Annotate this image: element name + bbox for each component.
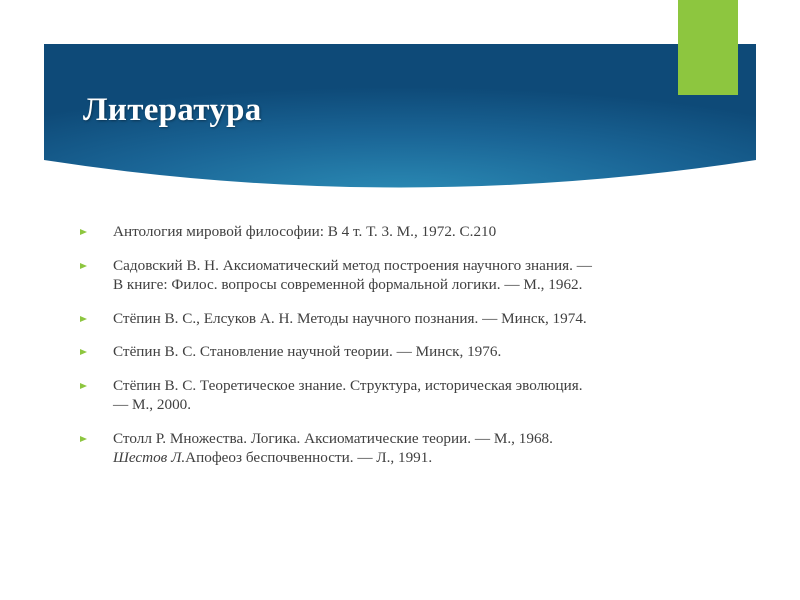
accent-bar xyxy=(678,0,738,95)
arrow-bullet-icon xyxy=(80,436,87,442)
bibliography-list xyxy=(80,222,600,482)
list-item xyxy=(80,222,600,242)
slide-title: Литература xyxy=(83,92,262,128)
list-item xyxy=(80,309,600,329)
arrow-bullet-icon xyxy=(80,263,87,269)
list-item xyxy=(80,376,600,415)
list-item-text: Садовский В. Н. Аксиоматический метод построения научного знания. — В книге: Филос. вопросы современной формальной логики. — М., 1962. xyxy=(113,256,592,293)
list-item xyxy=(80,256,600,295)
arrow-bullet-icon xyxy=(80,229,87,235)
list-item-text: Антология мировой философии: В 4 т. Т. 3. М., 1972. С.210 xyxy=(113,223,497,240)
list-item-italic-author: Шестов Л. xyxy=(113,449,186,466)
list-item-text: Стёпин В. С. Становление научной теории. — Минск, 1976. xyxy=(113,343,502,360)
list-item xyxy=(80,429,600,468)
list-item-text-after: Апофеоз беспочвенности. — Л., 1991. xyxy=(185,449,433,466)
arrow-bullet-icon xyxy=(80,383,87,389)
list-item xyxy=(80,342,600,362)
list-item-text: Стёпин В. С., Елсуков А. Н. Методы научного познания. — Минск, 1974. xyxy=(113,309,587,327)
list-item-text: Стёпин В. С. Теоретическое знание. Структура, историческая эволюция. — М., 2000. xyxy=(113,376,583,413)
arrow-bullet-icon xyxy=(80,316,87,322)
arrow-bullet-icon xyxy=(80,349,87,355)
list-item-text: Столл Р. Множества. Логика. Аксиоматические теории. — М., 1968. xyxy=(113,429,553,447)
